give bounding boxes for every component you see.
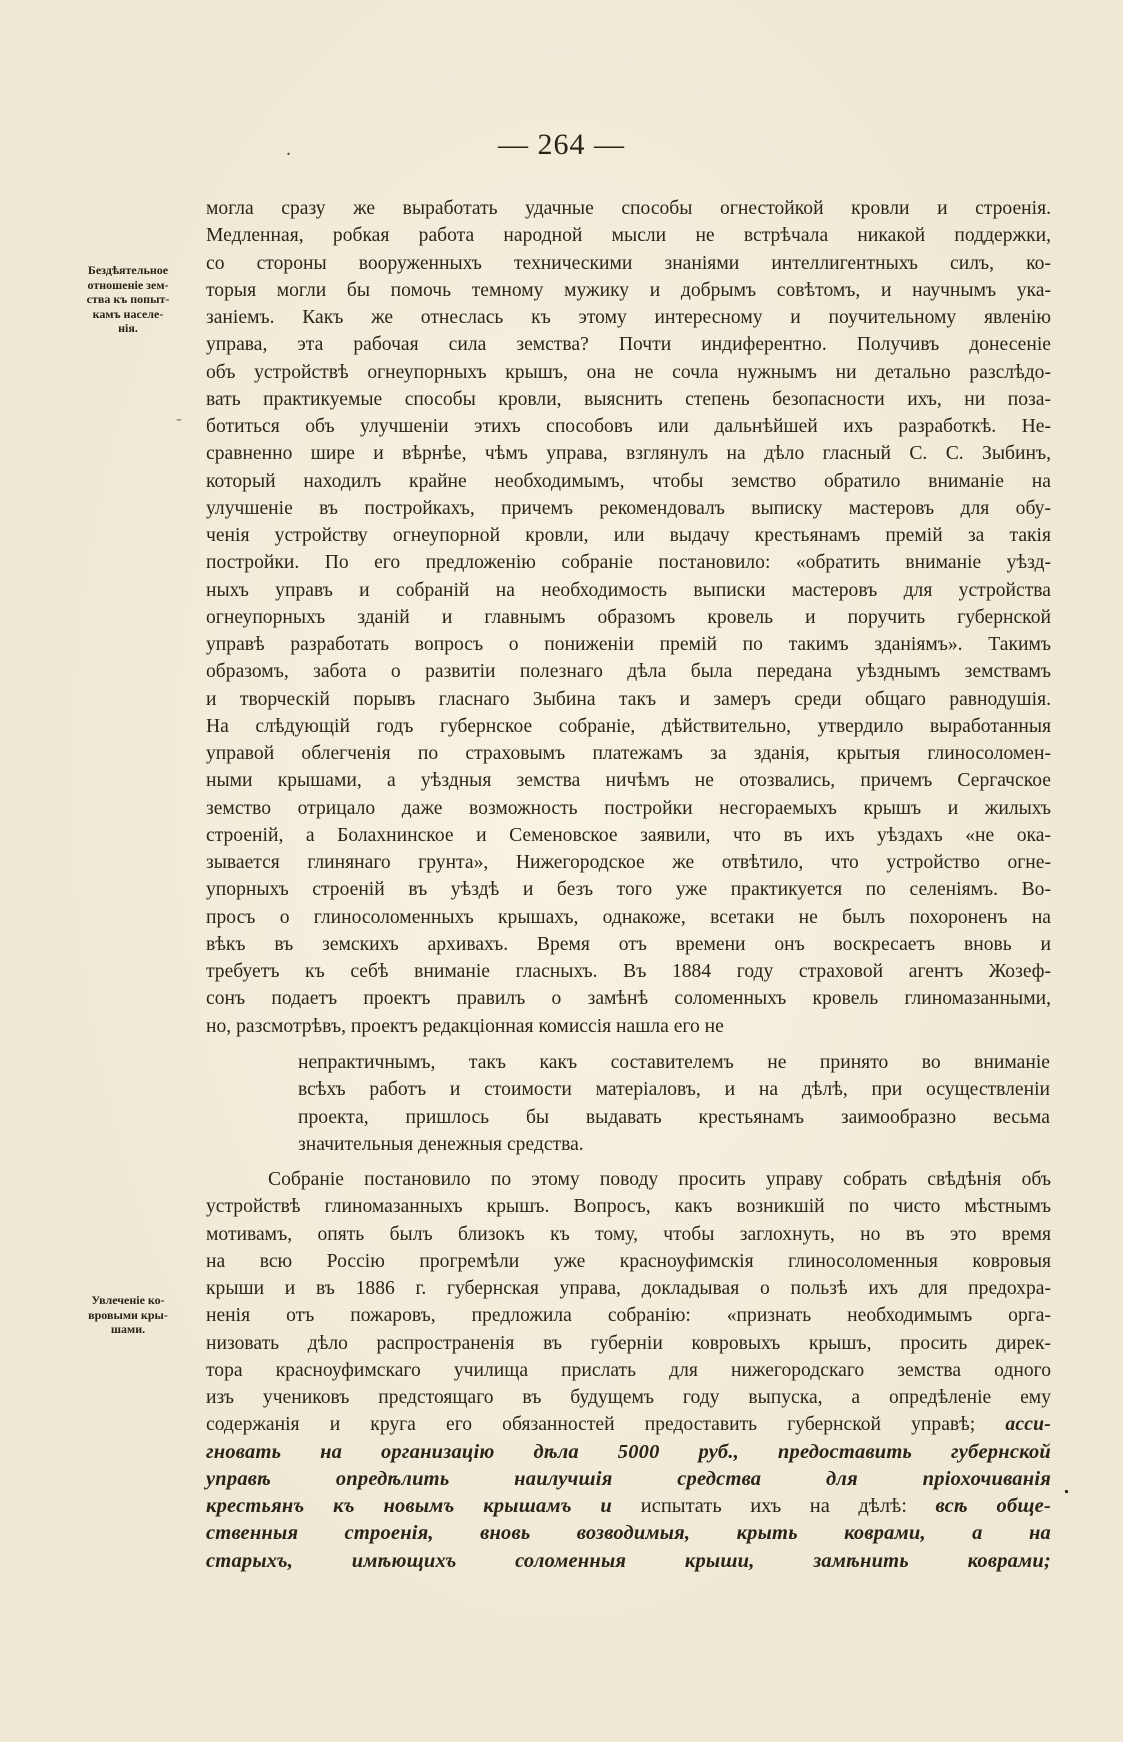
text-line: могла сразу же выработать удачные способы огнестойкой кровли и строенія. [206,198,1051,219]
print-dash-mark: - [176,408,182,428]
margin-note-line: нія. [118,321,138,335]
text-line: управой облегченія по страховымъ платежамъ за зданія, крытыя глиносоломен- [206,743,1051,764]
main-paragraph [206,195,1051,1040]
italic-text: асси- [1005,1414,1051,1436]
text-segment: на всю Россію прогремѣли уже красноуфимскія глиносоломенныя ковровыя [206,1250,1051,1272]
text-line [206,1466,1051,1493]
margin-note-line: Увлеченіе ко- [91,1293,165,1307]
text-segment: Собраніе постановило по этому поводу просить управу собрать свѣдѣнія объ [268,1169,1051,1190]
text-line: требуетъ къ себѣ вниманіе гласныхъ. Въ 1884 году страховой агентъ Жозеф- [206,961,1051,982]
margin-note-line: вровыми кры- [88,1307,168,1322]
text-line [206,1384,1051,1411]
text-line: вать практикуемые способы кровли, выяснить степень безопасности ихъ, ни поза- [206,388,1051,410]
text-line [206,1166,1051,1193]
italic-text: ственныя строенія, вновь возводимыя, крыть коврами, а на [206,1522,1051,1545]
text-line: огнеупорныхъ зданій и главнымъ образомъ кровель и поручить губернской [206,606,1051,628]
text-line: просъ о глиносоломенныхъ крышахъ, однакоже, всетаки не былъ похороненъ на [206,906,1051,928]
second-paragraph [206,1166,1051,1575]
print-dot-mark: . [1063,1469,1070,1500]
text-segment: низовать дѣло распространенія въ губерніи ковровыхъ крышъ, просить дирек- [206,1332,1051,1354]
italic-text: старыхъ, имѣющихъ соломенныя крыши, замѣнить коврами; [206,1549,1051,1572]
margin-note-line: шами. [110,1322,146,1336]
text-line: ченія устройству огнеупорной кровли, или выдачу крестьянамъ премій за такія [206,525,1051,546]
text-line: ныхъ управъ и собраній на необходимость выписки мастеровъ для устройства [206,579,1051,601]
text-line [206,1302,1051,1329]
margin-note-carpet-roofs [58,1293,198,1337]
text-line [206,1193,1051,1220]
text-line: непрактичнымъ, такъ какъ составителемъ не принято во вниманіе [298,1052,1050,1073]
text-line: сравненно шире и вѣрнѣе, чѣмъ управа, взглянулъ на дѣло гласный С. С. Зыбинъ, [206,443,1051,465]
text-line [206,1330,1051,1357]
text-line: упорныхъ строеній въ уѣздѣ и безъ того уже практикуется по селеніямъ. Во- [206,879,1051,901]
text-line: со стороны вооруженныхъ техническими знаніями интеллигентныхъ силъ, ко- [206,252,1051,274]
quoted-paragraph [298,1049,1050,1158]
text-line: Медленная, робкая работа народной мысли не встрѣчала никакой поддержки, [206,225,1051,247]
text-line: управа, эта рабочая сила земства? Почти индиферентно. Получивъ донесеніе [206,334,1051,356]
margin-note-inactivity [58,263,198,336]
text-line: земство отрицало даже возможность постройки несгораемыхъ крышъ и жилыхъ [206,797,1051,819]
text-line [206,1248,1051,1275]
text-line [206,1411,1051,1438]
text-line [206,1275,1051,1302]
text-line: проекта, пришлось бы выдавать крестьянамъ заимообразно весьма [298,1106,1050,1128]
text-line: торыя могли бы помочь темному мужику и добрымъ совѣтомъ, и научнымъ ука- [206,279,1051,301]
text-segment: тора красноуфимскаго училища прислать для нижегородскаго земства одного [206,1359,1051,1381]
text-line: зывается глинянаго грунта», Нижегородское же отвѣтило, что устройство огне- [206,852,1051,873]
italic-text: управѣ опредѣлить наилучшія средства для пріохочиванія [206,1467,1051,1490]
text-line: заніемъ. Какъ же отнеслась къ этому интересному и поучительному явленію [206,307,1051,328]
text-segment: содержанія и круга его обязанностей предоставить губернской управѣ; [206,1414,1006,1436]
text-line: объ устройствѣ огнеупорныхъ крышъ, она не сочла нужнымъ ни детально разслѣдо- [206,361,1051,383]
text-line [206,1520,1051,1547]
italic-text: всѣ обще- [935,1495,1051,1517]
text-line: вѣкъ въ земскихъ архивахъ. Время отъ времени онъ воскресаетъ вновь и [206,933,1051,955]
text-line [206,1493,1051,1520]
text-line: образомъ, забота о развитіи полезнаго дѣла была передана уѣзднымъ земствамъ [206,661,1051,683]
text-segment: устройствѣ глиномазанныхъ крышъ. Вопросъ, какъ возникшій по чисто мѣстнымъ [206,1196,1051,1218]
text-line [206,1439,1051,1466]
text-line: ботиться объ улучшеніи этихъ способовъ или дальнѣйшей ихъ разработкѣ. Не- [206,416,1051,437]
text-line: который находилъ крайне необходимымъ, чтобы земство обратило вниманіе на [206,470,1051,492]
text-segment: изъ учениковъ предстоящаго въ будущемъ году выпуска, а опредѣленіе ему [206,1387,1051,1408]
text-segment: испытать ихъ на дѣлѣ: [640,1495,936,1517]
text-line: сонъ подаетъ проектъ правилъ о замѣнѣ соломенныхъ кровель глиномазанными, [206,988,1051,1010]
italic-text: крестьянъ къ новымъ крышамъ и [206,1495,641,1517]
italic-text: гновать на организацію дѣла 5000 руб., предоставить губернской [206,1440,1051,1463]
print-speck-mark: . [286,138,291,160]
margin-note-line: отношеніе зем- [87,277,169,292]
text-line: и творческій порывъ гласнаго Зыбина такъ и замеръ среди общаго равнодушія. [206,688,1051,710]
text-segment: ненія отъ пожаровъ, предложила собранію: «признать необходимымъ орга- [206,1305,1051,1327]
margin-note-line: ства къ попыт- [86,292,170,306]
page-number: — 264 — [498,128,625,161]
text-line [206,1357,1051,1384]
text-line: постройки. По его предложенію собраніе постановило: «обратить вниманіе уѣзд- [206,552,1051,574]
text-line: улучшеніе въ постройкахъ, причемъ рекомендовалъ выписку мастеровъ для обу- [206,497,1051,519]
text-line: На слѣдующій годъ губернское собраніе, дѣйствительно, утвердило выработанныя [206,715,1051,737]
text-segment: мотивамъ, опять былъ близокъ къ тому, чтобы заглохнуть, но въ это время [206,1223,1051,1245]
text-line: значительныя денежныя средства. [298,1133,584,1155]
text-line [206,1221,1051,1248]
text-line: ными крышами, а уѣздныя земства ничѣмъ не отозвались, причемъ Сергачское [206,770,1051,792]
margin-note-line: Бездѣятельное [87,263,169,277]
text-line: управѣ разработать вопросъ о пониженіи премій по такимъ зданіямъ». Такимъ [206,634,1051,655]
margin-note-line: камъ населе- [92,306,164,321]
text-line: но, разсмотрѣвъ, проектъ редакціонная комиссія нашла его не [206,1015,724,1037]
text-line [206,1548,1051,1575]
text-segment: крыши и въ 1886 г. губернская управа, докладывая о пользѣ ихъ для предохра- [206,1278,1051,1299]
text-line: всѣхъ работъ и стоимости матеріаловъ, и на дѣлѣ, при осуществленіи [298,1079,1050,1101]
text-line: строеній, а Болахнинское и Семеновское заявили, что въ ихъ уѣздахъ «не ока- [206,824,1051,846]
